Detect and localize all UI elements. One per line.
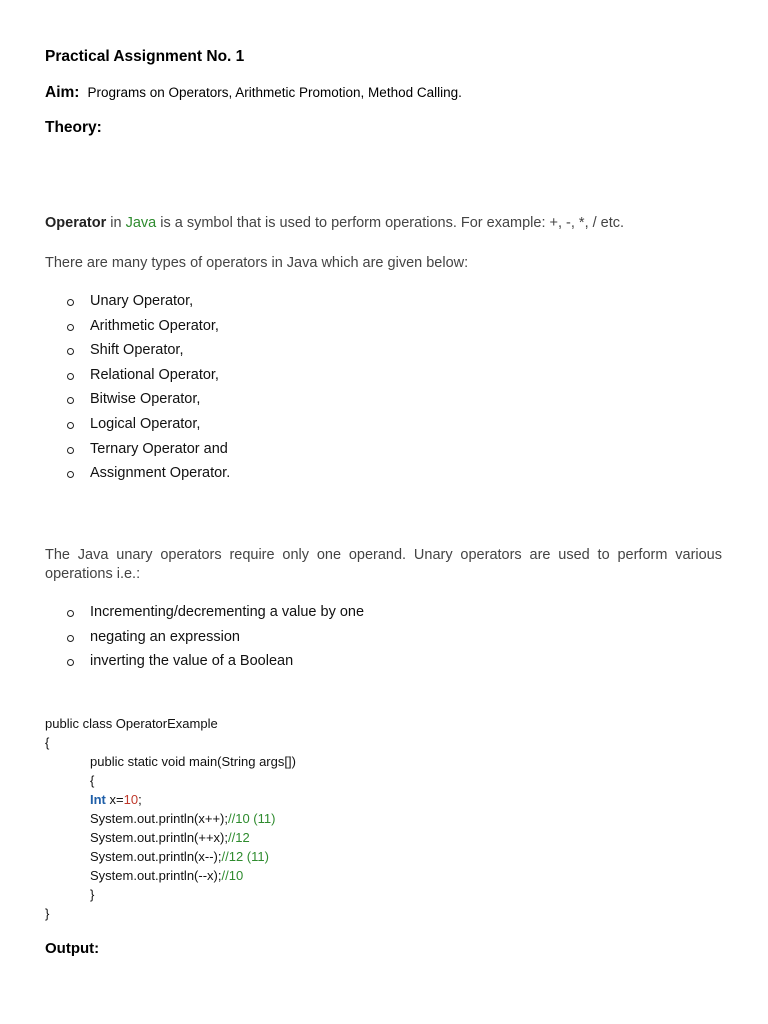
code-text: System.out.println(x--);: [90, 849, 222, 864]
code-line: [45, 809, 296, 828]
aim-row: [45, 84, 462, 102]
intro-rest: is a symbol that is used to perform operations. For example: +, -, *, / etc.: [156, 215, 625, 231]
bullet-icon: [67, 348, 74, 355]
code-comment: //10 (11): [228, 811, 276, 826]
code-line: [45, 790, 296, 809]
code-line: }: [90, 887, 95, 902]
code-text: x=: [105, 792, 124, 807]
operator-types-list: [45, 293, 230, 490]
bullet-icon: [67, 373, 74, 380]
bullet-icon: [67, 422, 74, 429]
output-heading: Output:: [45, 940, 100, 957]
code-line: {: [45, 735, 50, 750]
code-text: System.out.println(++x);: [90, 830, 228, 845]
bullet-icon: [67, 397, 74, 404]
list-item-text: Relational Operator,: [90, 366, 219, 383]
code-line: {: [90, 773, 95, 788]
bullet-icon: [67, 610, 74, 617]
list-item-text: Shift Operator,: [90, 342, 184, 359]
bullet-icon: [67, 324, 74, 331]
list-item: [45, 367, 230, 392]
code-comment: //12: [228, 830, 250, 845]
operator-word: Operator: [45, 215, 107, 231]
number-literal: 10: [123, 792, 139, 807]
operator-intro: [45, 215, 624, 231]
list-item-text: Unary Operator,: [90, 293, 194, 309]
list-item-text: negating an expression: [90, 628, 240, 645]
code-text: ;: [138, 792, 142, 807]
list-item: [45, 318, 230, 343]
aim-text: Programs on Operators, Arithmetic Promotion, Method Calling.: [87, 85, 462, 100]
bullet-icon: [67, 471, 74, 478]
list-item: [45, 416, 230, 441]
assignment-title: Practical Assignment No. 1: [45, 48, 245, 65]
code-line: [45, 828, 296, 847]
code-line: }: [45, 906, 50, 921]
code-line: public static void main(String args[]): [90, 754, 296, 769]
bullet-icon: [67, 659, 74, 666]
java-word: Java: [125, 215, 157, 231]
aim-label: Aim:: [45, 84, 80, 101]
list-item: [45, 629, 364, 654]
unary-description-line2: operations i.e.:: [45, 566, 141, 582]
types-intro: There are many types of operators in Java which are given below:: [45, 255, 469, 271]
theory-heading: Theory:: [45, 119, 102, 136]
unary-description-line1: The Java unary operators require only one operand. Unary operators are used to perform various: [45, 547, 722, 563]
list-item: [45, 391, 230, 416]
code-line: [45, 866, 296, 885]
list-item-text: Ternary Operator and: [90, 440, 228, 457]
list-item: [45, 465, 230, 490]
code-block: [45, 714, 296, 923]
list-item-text: inverting the value of a Boolean: [90, 653, 294, 670]
code-line: [45, 847, 296, 866]
unary-uses-list: [45, 604, 364, 678]
list-item-text: Assignment Operator.: [90, 465, 231, 482]
list-item-text: Logical Operator,: [90, 415, 201, 432]
list-item-text: Bitwise Operator,: [90, 391, 201, 408]
list-item: [45, 293, 230, 318]
bullet-icon: [67, 299, 74, 306]
bullet-icon: [67, 447, 74, 454]
list-item: [45, 604, 364, 629]
code-text: System.out.println(x++);: [90, 811, 228, 826]
code-comment: //12 (11): [221, 849, 269, 864]
list-item: [45, 441, 230, 466]
code-text: System.out.println(--x);: [90, 868, 222, 883]
list-item: [45, 653, 364, 678]
list-item-text: Arithmetic Operator,: [90, 317, 219, 334]
list-item-text: Incrementing/decrementing a value by one: [90, 604, 365, 620]
code-line: public class OperatorExample: [45, 716, 218, 731]
list-item: [45, 342, 230, 367]
code-comment: //10: [221, 868, 244, 883]
in-word: in: [106, 215, 126, 231]
keyword: Int: [90, 792, 106, 807]
bullet-icon: [67, 635, 74, 642]
